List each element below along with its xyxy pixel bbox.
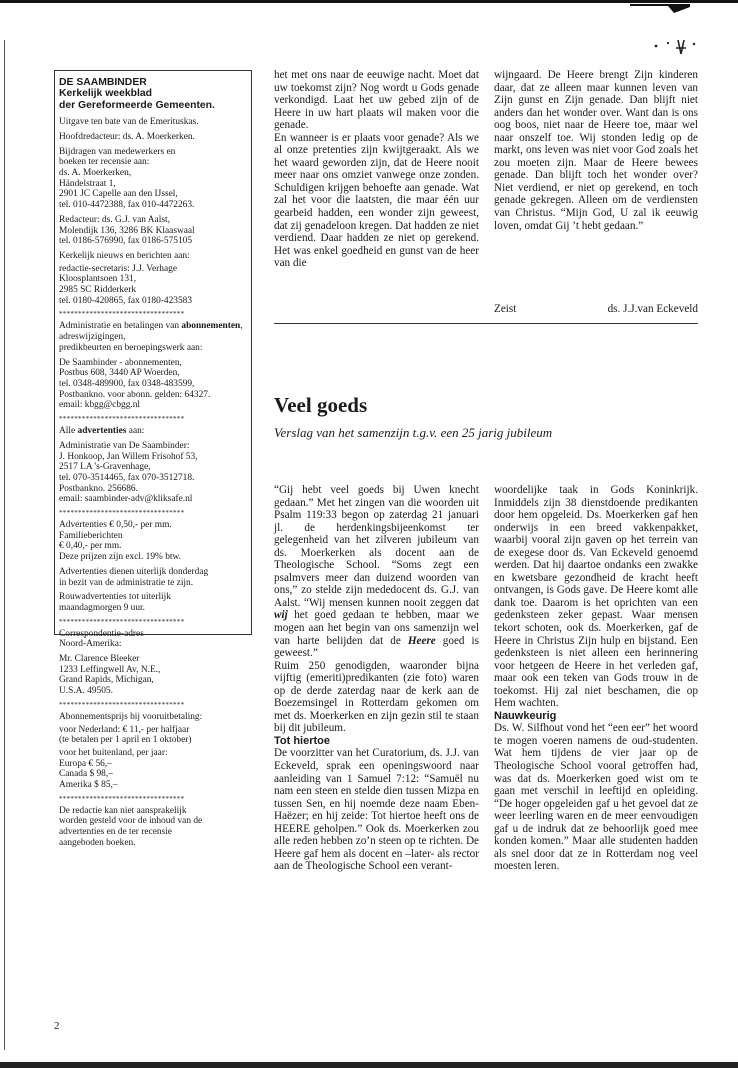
church-news-label: Kerkelijk nieuws en berichten aan: <box>59 250 190 261</box>
chief-editor: Hoofdredacteur: ds. A. Moerkerken. <box>59 131 195 142</box>
scan-edge-bottom <box>0 1062 738 1068</box>
top-article-paragraph: En wanneer is er plaats voor genade? Als we al onze pretenties zijn kwijtgeraakt. Als we het waard geworden zijn, dat de Heere nooit meer naar ons omziet vanwege onze zonden. Schuldigen krijgen behoefte aan genade. Wat zal het voor die laatsten, die maar één uur gearbeid hadden, een wonder zijn geweest, dat zij genadeloon kregen. Dat hadden ze niet verdiend. Daar hadden ze niet op gerekend. Het was enkel goedheid en gunst van de heer van die <box>274 131 479 270</box>
ads-intro-text: Alle <box>59 426 78 437</box>
separator-stars: ********************************* <box>59 310 185 319</box>
ads-intro-rest: aan: <box>126 426 145 437</box>
subscription-intro: Abonnementsprijs bij vooruitbetaling: <box>59 711 203 722</box>
disclaimer: De redactie kan niet aansprakelijk worden gesteld voor de inhoud van de advertenties en de ter recensie aangeboden boeken. <box>59 805 203 848</box>
masthead-title: DE SAAMBINDER <box>59 77 147 88</box>
masthead-organisation: der Gereformeerde Gemeenten. <box>59 99 215 111</box>
scan-fold-mark <box>630 4 690 14</box>
ad-prices: Advertenties € 0,50,- per mm. Familieberichten € 0,40,- per mm. Deze prijzen zijn excl. 19% btw. <box>59 520 181 563</box>
article-paragraph: Ds. W. Silfhout vond het “een eer” het woord te mogen voeren namens de oud-studenten. Wat hem tijdens de vier jaar op de Theologische School vooral getroffen had, was dat ds. Moerkerken goed wist om te gaan met verschil in leeftijd en opleiding. “De hoger opgeleiden gaf u het gevoel dat ze weer leerling waren en de meer eenvoudigen gaf u de indruk dat ze behoorlijk goed mee konden komen.” Maar alle studenten hadden als snel door dat ze in Rotterdam nog veel moesten leren. <box>494 722 698 873</box>
top-article-column-2 <box>494 69 698 232</box>
separator-stars: ********************************* <box>59 509 185 518</box>
contributions-address: Bijdragen van medewerkers en boeken ter recensie aan: ds. A. Moerkerken, Händelstraat 1, 2901 JC Capelle aan den IJssel, tel. 010-4472388, fax 010-4472263. <box>59 146 195 211</box>
emphasis-wij: wij <box>274 609 288 622</box>
paragraph-text: goed is geweest.” <box>274 634 479 660</box>
separator-stars: ********************************* <box>59 700 185 709</box>
editor-address: Redacteur: ds. G.J. van Aalst, Molendijk 136, 3286 BK Klaaswaal tel. 0186-576990, fax 0186-575105 <box>59 214 195 247</box>
colophon-masthead <box>59 77 247 111</box>
administration-address: De Saambinder - abonnementen, Postbus 608, 3440 AP Woerden, tel. 0348-489900, fax 0348-483599, Postbankno. voor abonn. gelden: 64327. email: kbgg@cbgg.nl <box>59 357 211 411</box>
separator-stars: ********************************* <box>59 794 185 803</box>
separator-stars: ********************************* <box>59 415 185 424</box>
ads-intro <box>59 426 247 437</box>
scan-edge-left <box>4 40 5 1050</box>
article-divider-rule <box>274 323 698 324</box>
administration-intro <box>59 321 247 353</box>
secretariat-address: redactie-secretaris: J.J. Verhage Kloosplantsoen 131, 2985 SC Ridderkerk tel. 0180-420865, fax 0180-423583 <box>59 263 193 306</box>
article-paragraph: Ruim 250 genodigden, waaronder bijna vijftig (emeriti)predikanten (zie foto) waren op de derde zaterdag naar de kerk aan de Boezemsingel in Rotterdam gekomen om met ds. Moerkerken en zijn gezin stil te staan bij dit jubileum. <box>274 659 479 735</box>
colophon-box <box>54 70 252 848</box>
masthead-subtitle: Kerkelijk weekblad <box>59 88 152 100</box>
north-america-address: Mr. Clarence Bleeker 1233 Leffingwell Av, N.E., Grand Rapids, Michigan, U.S.A. 49505. <box>59 654 161 697</box>
signature-author: ds. J.J.van Eckeveld <box>607 303 698 315</box>
admin-intro-bold: abonnementen <box>181 321 241 332</box>
publisher-note: Uitgave ten bate van de Emerituskas. <box>59 117 199 128</box>
paragraph-text: “Gij hebt veel goeds bij Uwen knecht gedaan.” Met het zingen van die woorden uit Psalm 119:33 begon op zaterdag 21 januari jl. de herdenkingsbijeenkomst ter gelegenheid van het zilveren jubileum van ds. Moerkerken als docent aan de Theologische School. “Soms zegt een psalmvers meer dan duizend woorden van ons,” zo stelde zijn mededocent ds. G.J. van Aalst. “Wij mensen kunnen nooit zeggen dat <box>274 484 479 609</box>
section-heading: Tot hiertoe <box>274 734 331 747</box>
top-article-column-1 <box>274 69 479 270</box>
signature-city: Zeist <box>494 303 517 315</box>
admin-intro-rest: , adreswijzigingen, predikbeurten en beroepingswerk aan: <box>59 321 243 353</box>
correspondence-label: Correspondentie-adres Noord-Amerika: <box>59 628 144 650</box>
top-article-paragraph: wijngaard. De Heere brengt Zijn kinderen daar, dat ze alleen maar kunnen leven van Zijn gunst en Zijn genade. Dan blijft niet anders dan het wonder over. Want dan is ons oog boos, niet naar de Heere toe, maar wel naar onszelf toe. Wij stonden ledig op de markt, ons leven was niet voor God zoals het zou moeten zijn. Maar de Heere bewees genade. Dan blijft toch het wonder over? Niet verdiend, er niet op gerekend, en toch genade gekregen. Alleen om de verdiensten van Christus. “Mijn God, U zal ik eeuwig loven, omdat Gij ’t hebt gedaan.” <box>494 69 698 232</box>
scan-edge-top <box>0 0 738 3</box>
ads-intro-bold: advertenties <box>77 426 127 437</box>
ads-address: Administratie van De Saambinder: J. Honkoop, Jan Willem Frisohof 53, 2517 LA 's-Gravenhage, tel. 070-3514465, fax 070-3512718. Postbankno. 256686. email: saambinder-adv@kliksafe.nl <box>59 440 198 505</box>
admin-intro-text: Administratie en betalingen van <box>59 321 180 332</box>
section-heading: Nauwkeurig <box>494 709 557 722</box>
top-article-paragraph: het met ons naar de eeuwige nacht. Moet dat uw toekomst zijn? Nog wordt u Gods genade verkondigd. Laat het uw gebed zijn of de Heere in uw hart plaats wil maken voor die genade. <box>274 69 479 132</box>
article-title: Veel goeds <box>274 393 368 417</box>
ad-deadline: Advertenties dienen uiterlijk donderdag in bezit van de administratie te zijn. <box>59 566 209 588</box>
scan-speck-marks <box>650 38 710 63</box>
subscription-netherlands: voor Nederland: € 11,- per halfjaar (te betalen per 1 april en 1 oktober) <box>59 724 192 746</box>
article-column-2 <box>494 484 698 873</box>
paragraph-text: het goed gedaan te hebben, maar we mogen aan het begin van ons samenzijn wel van harte belijden dat de <box>274 609 479 647</box>
funeral-ad-deadline: Rouwadvertenties tot uiterlijk maandagmorgen 9 uur. <box>59 592 171 613</box>
subscription-abroad: voor het buitenland, per jaar: Europa € 56,– Canada $ 98,– Amerika $ 85,– <box>59 747 168 791</box>
emphasis-heere: Heere <box>407 634 436 647</box>
article-paragraph: De voorzitter van het Curatorium, ds. J.J. van Eckeveld, sprak een openingswoord naar aanleiding van 1 Samuel 7:12: “Samuël nu nam een steen en stelde dien tussen Mizpa en tussen Sen, en hij noemde deze naam Eben-Haëzer; en hij zeide: Tot hiertoe heeft ons de HEERE geholpen.” Ook ds. Moerkerken zou alle reden hebben zo’n steen op te richten. De Heere gaf hem als docent en –later- als rector aan de Theologische School een verant- <box>274 747 479 873</box>
separator-stars: ********************************* <box>59 617 185 626</box>
article-subtitle: Verslag van het samenzijn t.g.v. een 25 jarig jubileum <box>274 425 553 440</box>
article-paragraph: woordelijke taak in Gods Koninkrijk. Inmiddels zijn 38 dienstdoende predikanten door hem opgeleid. Ds. Moerkerken gaf hen onderwijs in een breed vakkenpakket, waarbij vooral zijn gaven op het terrein van de exegese door ds. Van Eckeveld genoemd werden. Dat hij daartoe ondanks een zwakke en kwetsbare gezondheid de kracht heeft ontvangen, is Gods gave. De Heere komt alle dank toe. Daarom is het oprichten van een gedenksteen zeker gepast. Waar mensen tekort schoten, ook ds. Moerkerken, gaf de Heere in Christus Zijn hulp en bijstand. Een gedenksteen is niet alleen een herinnering voor hetgeen de Heere in het verleden gaf, maar ook een teken van Gods trouw in de toekomst. Hij zal niet beschamen, die op Hem wachten. <box>494 484 698 710</box>
article-column-1 <box>274 484 479 873</box>
page-number: 2 <box>54 1020 60 1032</box>
article-paragraph <box>274 484 479 660</box>
